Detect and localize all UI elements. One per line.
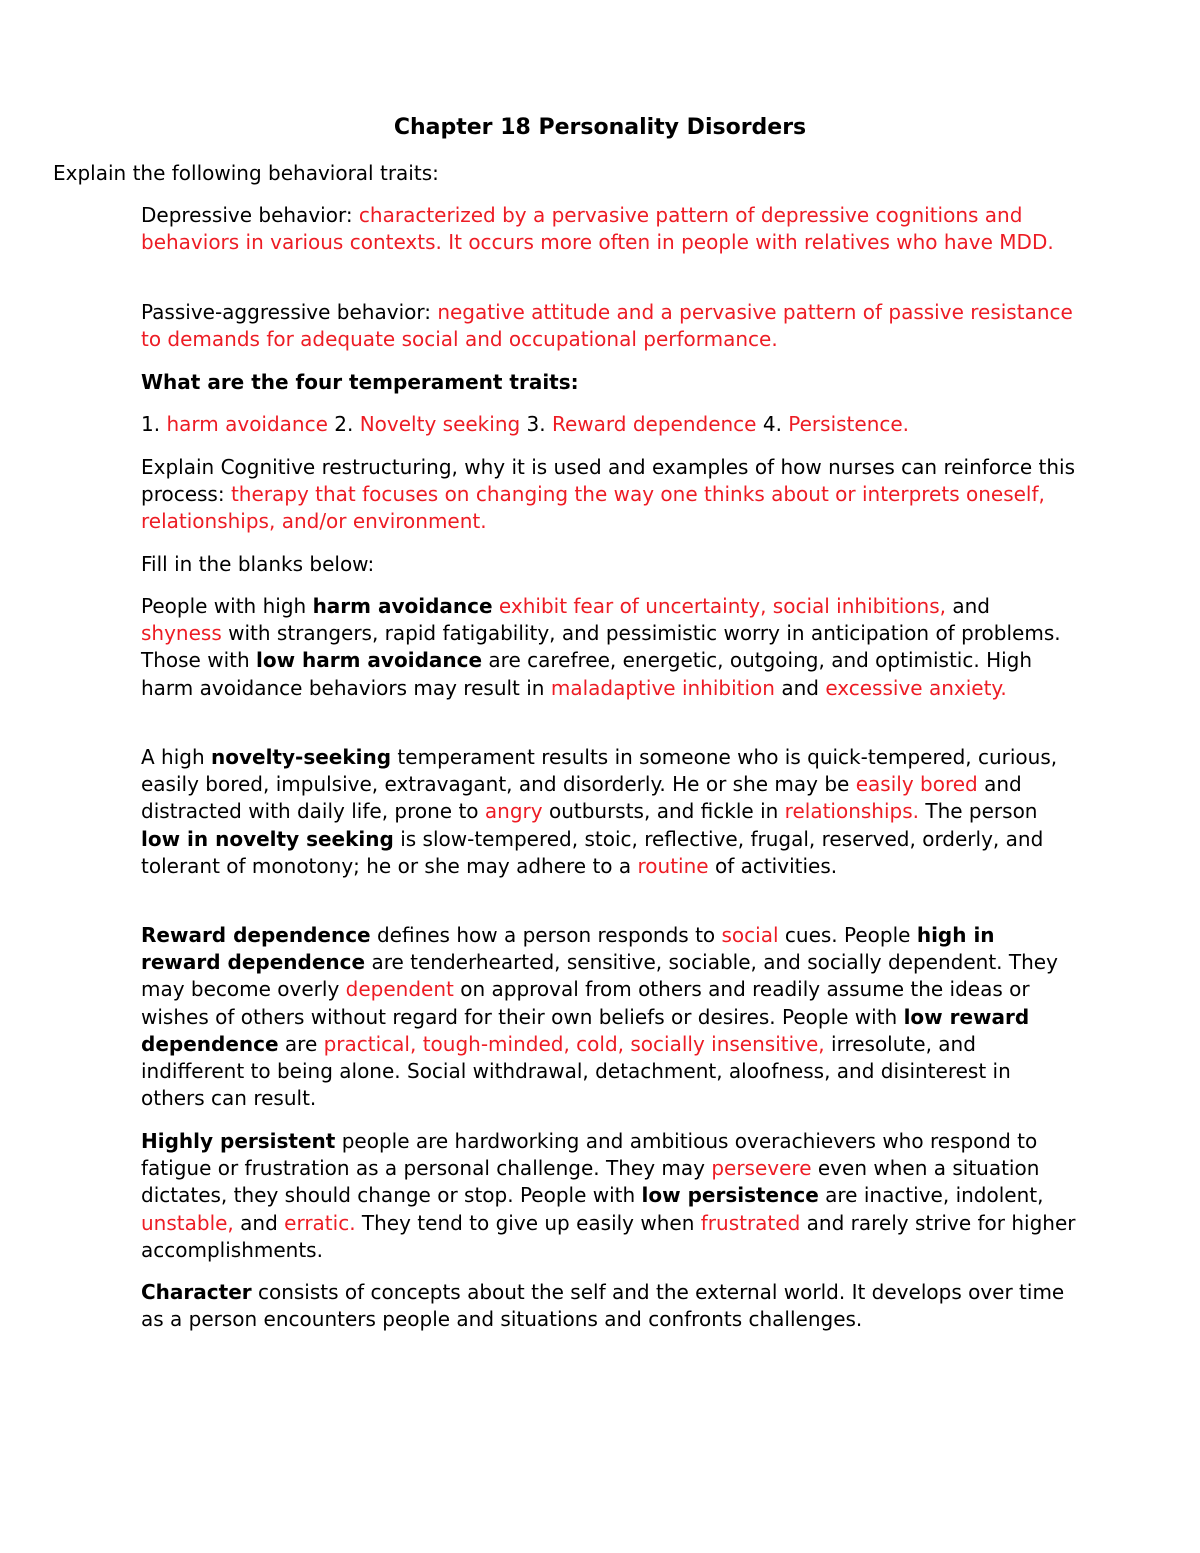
cognitive-answer: therapy that focuses on changing the way one thinks about or interprets oneself, relationships, and/or environment. xyxy=(141,482,1045,534)
text-run: The person xyxy=(919,799,1038,824)
text-run: is slow-tempered, stoic, reflective, frugal, reserved, orderly, and tolerant of monotony; he or she may adhere to a xyxy=(141,826,1044,878)
answer-relationships: relationships. xyxy=(784,799,920,824)
answer-social: social xyxy=(721,923,779,947)
trait-novelty-seeking: Novelty seeking xyxy=(359,412,521,436)
depressive-label: Depressive behavior: xyxy=(141,203,359,227)
term-novelty-seeking: novelty-seeking xyxy=(211,745,392,769)
text-run: and distracted with daily life, prone to xyxy=(141,772,1022,824)
text-run: irresolute, and indifferent to being alone. Social withdrawal, detachment, aloofness, and disinterest in others can result. xyxy=(141,1031,1011,1111)
cognitive-question: Explain Cognitive restructuring, why it is used and examples of how nurses can reinforce this process: xyxy=(141,455,1075,507)
answer-excessive-anxiety: excessive anxiety. xyxy=(825,675,1007,700)
term-low-reward-dependence: low reward dependence xyxy=(141,1004,1030,1056)
trait-persistence: Persistence. xyxy=(788,412,910,436)
text-run: are inactive, indolent, xyxy=(818,1183,1044,1208)
character-paragraph xyxy=(141,1279,1076,1333)
term-low-persistence: low persistence xyxy=(641,1183,819,1208)
text-run: even when a situation dictates, they should change or stop. People with xyxy=(141,1156,1040,1208)
text-run: They tend to give up easily when xyxy=(355,1210,701,1235)
term-high-reward-dependence: high in reward dependence xyxy=(141,923,995,975)
fill-blanks-heading: Fill in the blanks below: xyxy=(141,552,375,576)
passive-aggressive-paragraph xyxy=(141,299,1076,353)
text-run: on approval from others and readily assume the ideas or wishes of others without regard for their own beliefs or desires. People with xyxy=(141,977,1030,1029)
text-run: and xyxy=(233,1210,285,1235)
temperament-question: What are the four temperament traits: xyxy=(141,370,579,394)
harm-avoidance-paragraph xyxy=(141,593,1076,702)
trait-reward-dependence: Reward dependence xyxy=(551,412,757,436)
answer-dependent: dependent xyxy=(345,977,454,1002)
reward-dependence-paragraph xyxy=(141,922,1076,1112)
text-run: outbursts, and fickle in xyxy=(542,799,785,824)
intro-text: Explain the following behavioral traits: xyxy=(53,161,439,185)
text-run: are tenderhearted, sensitive, sociable, and socially dependent. They may become overly xyxy=(141,950,1058,1002)
trait-number-4: 4. xyxy=(756,412,789,436)
term-low-novelty-seeking: low in novelty seeking xyxy=(141,826,394,851)
answer-easily-bored: easily bored xyxy=(855,772,978,797)
answer-fear-uncertainty: exhibit fear of uncertainty, social inhibitions, xyxy=(492,594,946,618)
answer-frustrated: frustrated xyxy=(700,1210,801,1235)
trait-harm-avoidance: harm avoidance xyxy=(166,412,328,436)
answer-maladaptive-inhibition: maladaptive inhibition xyxy=(550,675,775,700)
passive-label: Passive-aggressive behavior: xyxy=(141,300,438,324)
answer-angry: angry xyxy=(484,799,543,824)
answer-routine: routine xyxy=(637,853,709,878)
novelty-seeking-paragraph xyxy=(141,744,1076,880)
temperament-traits-list xyxy=(141,411,1076,438)
trait-number-2: 2. xyxy=(327,412,360,436)
text-run: defines how a person responds to xyxy=(370,923,722,947)
page-title: Chapter 18 Personality Disorders xyxy=(393,115,807,140)
text-run: temperament results in someone who is quick-tempered, curious, easily bored, impulsive, extravagant, and disorderly. He or she may be xyxy=(141,745,1058,797)
text-run: A high xyxy=(141,745,211,769)
depressive-answer: characterized by a pervasive pattern of depressive cognitions and behaviors in various contexts. It occurs more often in people with relatives who have MDD. xyxy=(141,203,1054,255)
text-run: people are hardworking and ambitious overachievers who respond to fatigue or frustration as a personal challenge. They may xyxy=(141,1129,1038,1181)
depressive-behavior-paragraph xyxy=(141,202,1076,256)
text-run: and rarely strive for higher accomplishments. xyxy=(141,1210,1076,1262)
text-run: cues. People xyxy=(778,923,917,947)
term-harm-avoidance: harm avoidance xyxy=(312,594,493,618)
text-run: with strangers, rapid fatigability, and pessimistic worry in anticipation of problems. Those with xyxy=(141,621,1061,673)
trait-number-3: 3. xyxy=(520,412,552,436)
term-low-harm-avoidance: low harm avoidance xyxy=(256,648,483,673)
text-run: consists of concepts about the self and the external world. It develops over time as a person encounters people and situations and confronts challenges. xyxy=(141,1280,1065,1332)
text-run: are carefree, energetic, outgoing, and optimistic. High harm avoidance behaviors may result in xyxy=(141,648,1033,700)
answer-persevere: persevere xyxy=(711,1156,812,1181)
answer-erratic: erratic. xyxy=(284,1210,356,1235)
cognitive-restructuring-paragraph xyxy=(141,454,1076,536)
answer-shyness: shyness xyxy=(141,621,222,646)
text-run: and xyxy=(946,594,990,618)
term-reward-dependence: Reward dependence xyxy=(141,923,371,947)
trait-number-1: 1. xyxy=(141,412,167,436)
term-character: Character xyxy=(141,1280,252,1304)
answer-practical-tough-minded: practical, tough-minded, cold, socially insensitive, xyxy=(323,1031,825,1056)
term-highly-persistent: Highly persistent xyxy=(141,1129,336,1153)
text-run: are xyxy=(278,1031,324,1056)
text-run: of activities. xyxy=(708,853,838,878)
text-run: and xyxy=(774,675,826,700)
passive-answer: negative attitude and a pervasive pattern of passive resistance to demands for adequate social and occupational performance. xyxy=(141,300,1073,352)
persistence-paragraph xyxy=(141,1128,1076,1264)
text-run: People with high xyxy=(141,594,313,618)
answer-unstable: unstable, xyxy=(141,1210,234,1235)
